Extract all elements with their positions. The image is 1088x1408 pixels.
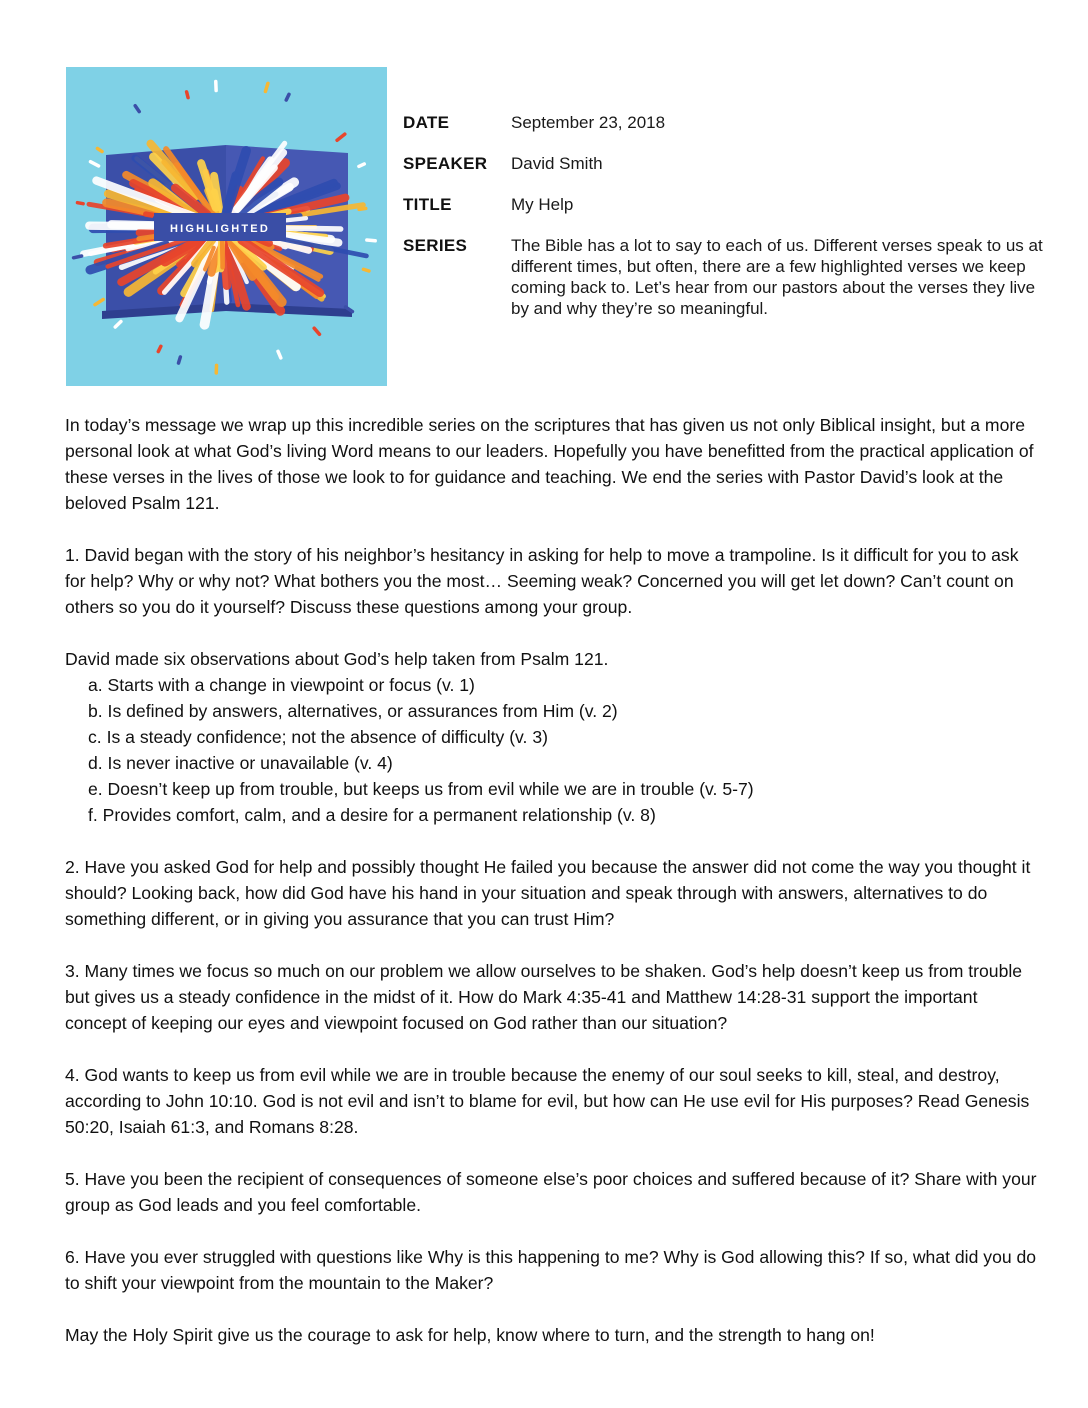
observation-item: a. Starts with a change in viewpoint or focus (v. 1): [88, 675, 475, 695]
question-2: 2. Have you asked God for help and possibly thought He failed you because the answer did not come the way you thought it should? Looking back, how did God have his hand in your situation and speak through with answers, alternatives to do something different, or in giving you assurance that you can trust Him?: [65, 857, 1031, 929]
observation-item: b. Is defined by answers, alternatives, or assurances from Him (v. 2): [88, 701, 618, 721]
spark-mark: [359, 208, 366, 209]
speaker-value: David Smith: [511, 154, 603, 173]
title-value: My Help: [511, 195, 574, 214]
question-1: 1. David began with the story of his neighbor’s hesitancy in asking for help to move a trampoline. Is it difficult for you to ask for help? Why or why not? What bothers you the most… Seeming weak? Concerned you will get let down? Can’t count on others so you do it yourself? Discuss these questions among your group.: [65, 545, 1019, 617]
observations-intro: David made six observations about God’s help taken from Psalm 121.: [65, 649, 609, 669]
observations-list: [65, 672, 1040, 828]
observation-item: d. Is never inactive or unavailable (v. 4): [88, 753, 393, 773]
date-label: DATE: [403, 113, 450, 132]
date-value: September 23, 2018: [511, 113, 666, 132]
series-description: The Bible has a lot to say to each of us. Different verses speak to us at different times, but often, there are a few highlighted verses we keep coming back to. Let’s hear from our pastors about the verses they live by and why they’re so meaningful.: [511, 236, 1043, 318]
question-6: 6. Have you ever struggled with questions like Why is this happening to me? Why is God allowing this? If so, what did you do to shift your viewpoint from the mountain to the Maker?: [65, 1247, 1037, 1293]
observation-item: f. Provides comfort, calm, and a desire for a permanent relationship (v. 8): [88, 805, 656, 825]
spark-mark: [367, 240, 375, 241]
title-label: TITLE: [403, 195, 452, 214]
date-row: [403, 112, 1043, 133]
spark-mark: [363, 269, 369, 271]
observation-item: c. Is a steady confidence; not the absence of difficulty (v. 3): [88, 727, 548, 747]
spark-mark: [158, 346, 161, 351]
spark-mark: [187, 92, 188, 98]
observation-item: e. Doesn’t keep up from trouble, but keeps us from evil while we are in trouble (v. 5-7): [88, 779, 754, 799]
spark-mark: [77, 203, 83, 204]
spark-mark: [359, 164, 364, 167]
spark-mark: [265, 83, 267, 91]
series-row: [403, 235, 1043, 319]
speaker-label: SPEAKER: [403, 154, 488, 173]
book-burst-illustration: [66, 67, 387, 386]
spark-mark: [286, 94, 289, 100]
sermon-info: [403, 112, 1043, 339]
intro-paragraph: In today’s message we wrap up this incredible series on the scriptures that has given us not only Biblical insight, but a more personal look at what God’s living Word means to our leaders. Hopefully you have benefitted from the practical application of these verses in the lives of those we look to for guidance and teaching. We end the series with Pastor David’s look at the beloved Psalm 121.: [65, 415, 1034, 513]
series-cover-image: [66, 67, 387, 386]
title-row: [403, 194, 1043, 215]
spark-mark: [74, 256, 82, 258]
cover-title-text: HIGHLIGHTED: [170, 223, 270, 235]
question-4: 4. God wants to keep us from evil while we are in trouble because the enemy of our soul seeks to kill, steal, and destroy, according to John 10:10. God is not evil and isn’t to blame for evil, but how can He use evil for His purposes? Read Genesis 50:20, Isaiah 61:3, and Romans 8:28.: [65, 1065, 1030, 1137]
spark-mark: [178, 357, 180, 363]
closing-prayer: May the Holy Spirit give us the courage to ask for help, know where to turn, and the strength to hang on!: [65, 1325, 875, 1345]
discussion-guide: [65, 412, 1040, 1374]
series-label: SERIES: [403, 236, 468, 255]
question-3: 3. Many times we focus so much on our problem we allow ourselves to be shaken. God’s help doesn’t keep us from trouble but gives us a steady confidence in the midst of it. How do Mark 4:35-41 and Matthew 14:28-31 support the important concept of keeping our eyes and viewpoint focused on God rather than our situation?: [65, 961, 1023, 1033]
speaker-row: [403, 153, 1043, 174]
question-5: 5. Have you been the recipient of consequences of someone else’s poor choices and suffered because of it? Share with your group as God leads and you feel comfortable.: [65, 1169, 1037, 1215]
